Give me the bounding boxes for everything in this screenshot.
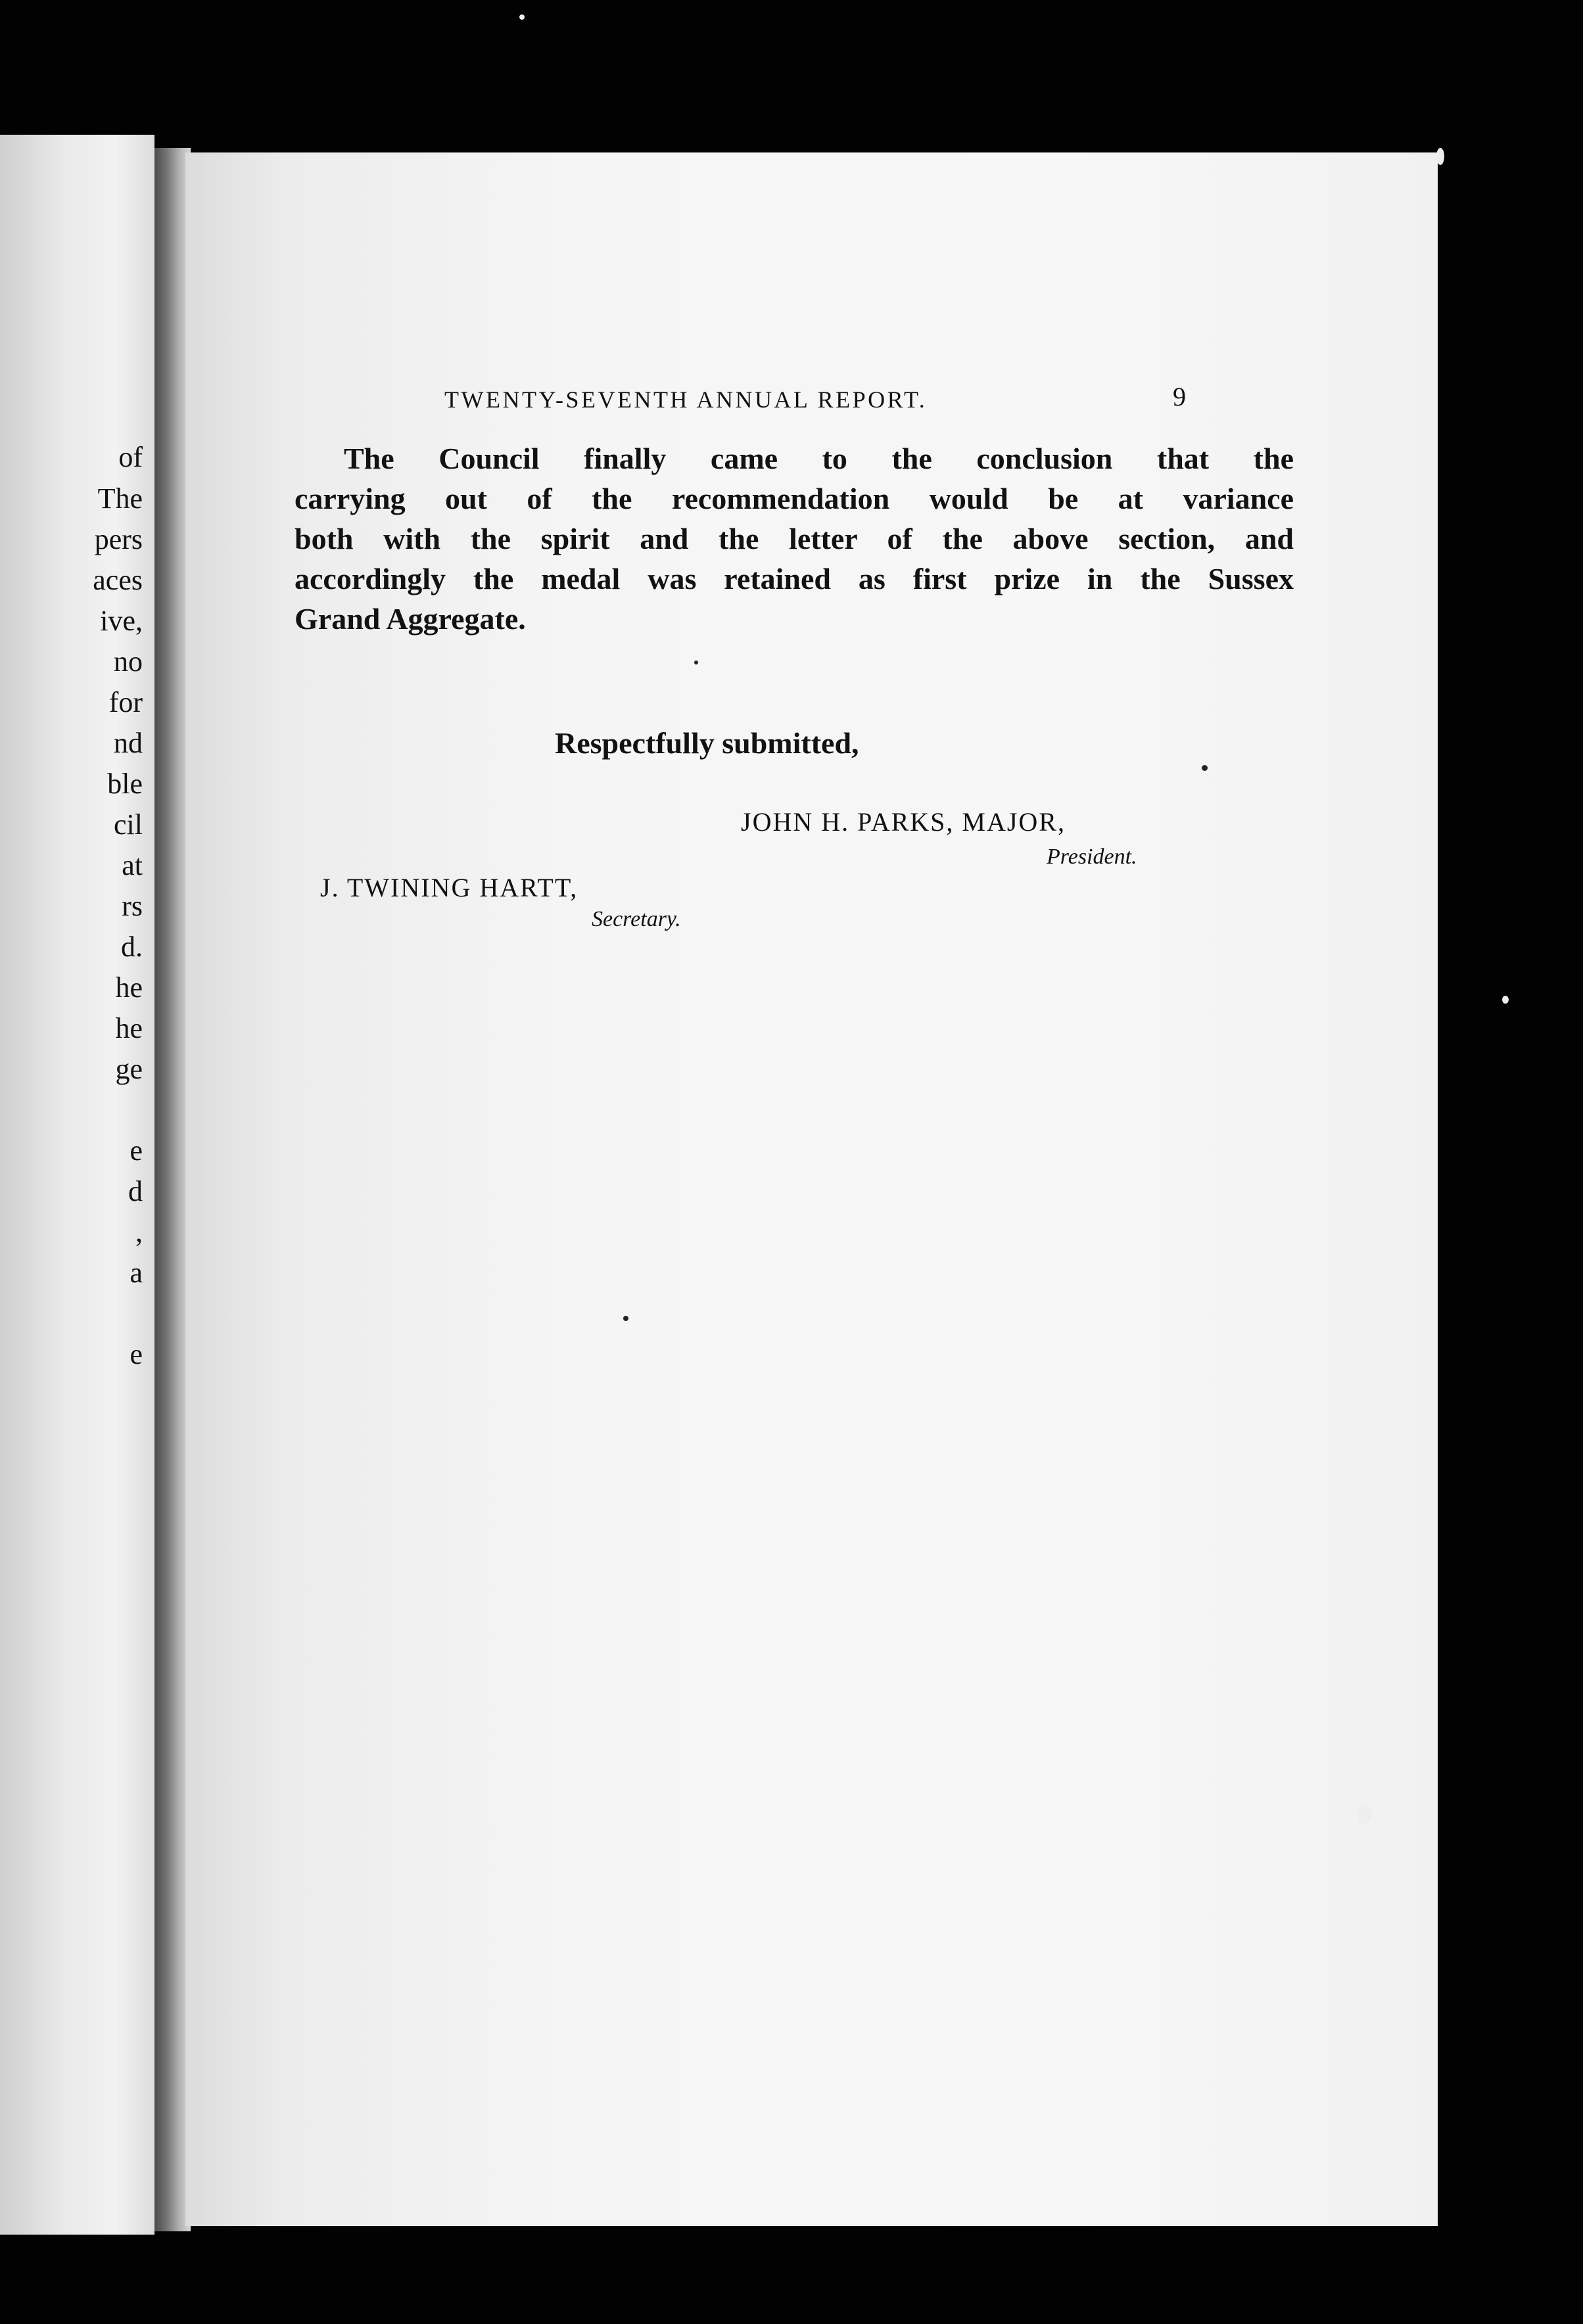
left-fragment-text: nd [114, 727, 143, 759]
left-fragment-text: ble [107, 768, 143, 800]
ink-speck [694, 661, 698, 664]
paragraph-line: accordingly the medal was retained as first prize in the Sussex [295, 562, 1294, 595]
report-page [185, 152, 1438, 2226]
scan-dust-speck [1502, 996, 1509, 1004]
left-fragment-text: rs [122, 890, 143, 922]
ink-speck [623, 1316, 628, 1321]
left-fragment-text: aces [93, 564, 143, 596]
secretary-title: Secretary. [592, 907, 681, 931]
paragraph-line: Grand Aggregate. [295, 602, 526, 636]
left-fragment-text: of [118, 441, 143, 473]
paragraph-line: both with the spirit and the letter of the above section, and [295, 522, 1294, 555]
left-fragment-text: e [130, 1134, 143, 1167]
scan-dust-speck [1436, 148, 1444, 165]
paragraph-line: The Council finally came to the conclusion that the [344, 442, 1294, 475]
scan-dust-speck [519, 14, 525, 20]
left-fragment-text: The [97, 482, 143, 515]
paragraph-line: carrying out of the recommendation would be at variance [295, 482, 1294, 515]
left-fragment-text: at [122, 849, 143, 881]
left-fragment-text: cil [114, 808, 143, 841]
president-title: President. [1047, 845, 1137, 869]
left-fragment-text: , [135, 1216, 143, 1248]
left-fragment-text: no [114, 645, 143, 678]
previous-page-fragment [0, 135, 154, 2235]
left-fragment-text: pers [94, 523, 143, 555]
left-fragment-text: ge [115, 1053, 143, 1085]
body-paragraph [295, 438, 1294, 639]
left-fragment-text: for [108, 686, 143, 718]
left-fragment-text: d [128, 1175, 143, 1207]
secretary-name: J. TWINING HARTT, [320, 873, 579, 902]
left-fragment-text: ive, [100, 605, 143, 637]
left-fragment-text: he [115, 971, 143, 1004]
ink-speck [1202, 765, 1208, 771]
scan-dust-speck [1358, 1804, 1372, 1824]
left-fragment-text: he [115, 1012, 143, 1044]
president-name: JOHN H. PARKS, MAJOR, [741, 807, 1066, 837]
closing-line: Respectfully submitted, [555, 726, 859, 760]
page-number: 9 [1173, 382, 1186, 411]
left-fragment-text: e [130, 1338, 143, 1370]
left-fragment-text: a [130, 1257, 143, 1289]
running-head: TWENTY-SEVENTH ANNUAL REPORT. [444, 386, 928, 413]
left-fragment-text: d. [121, 931, 143, 963]
